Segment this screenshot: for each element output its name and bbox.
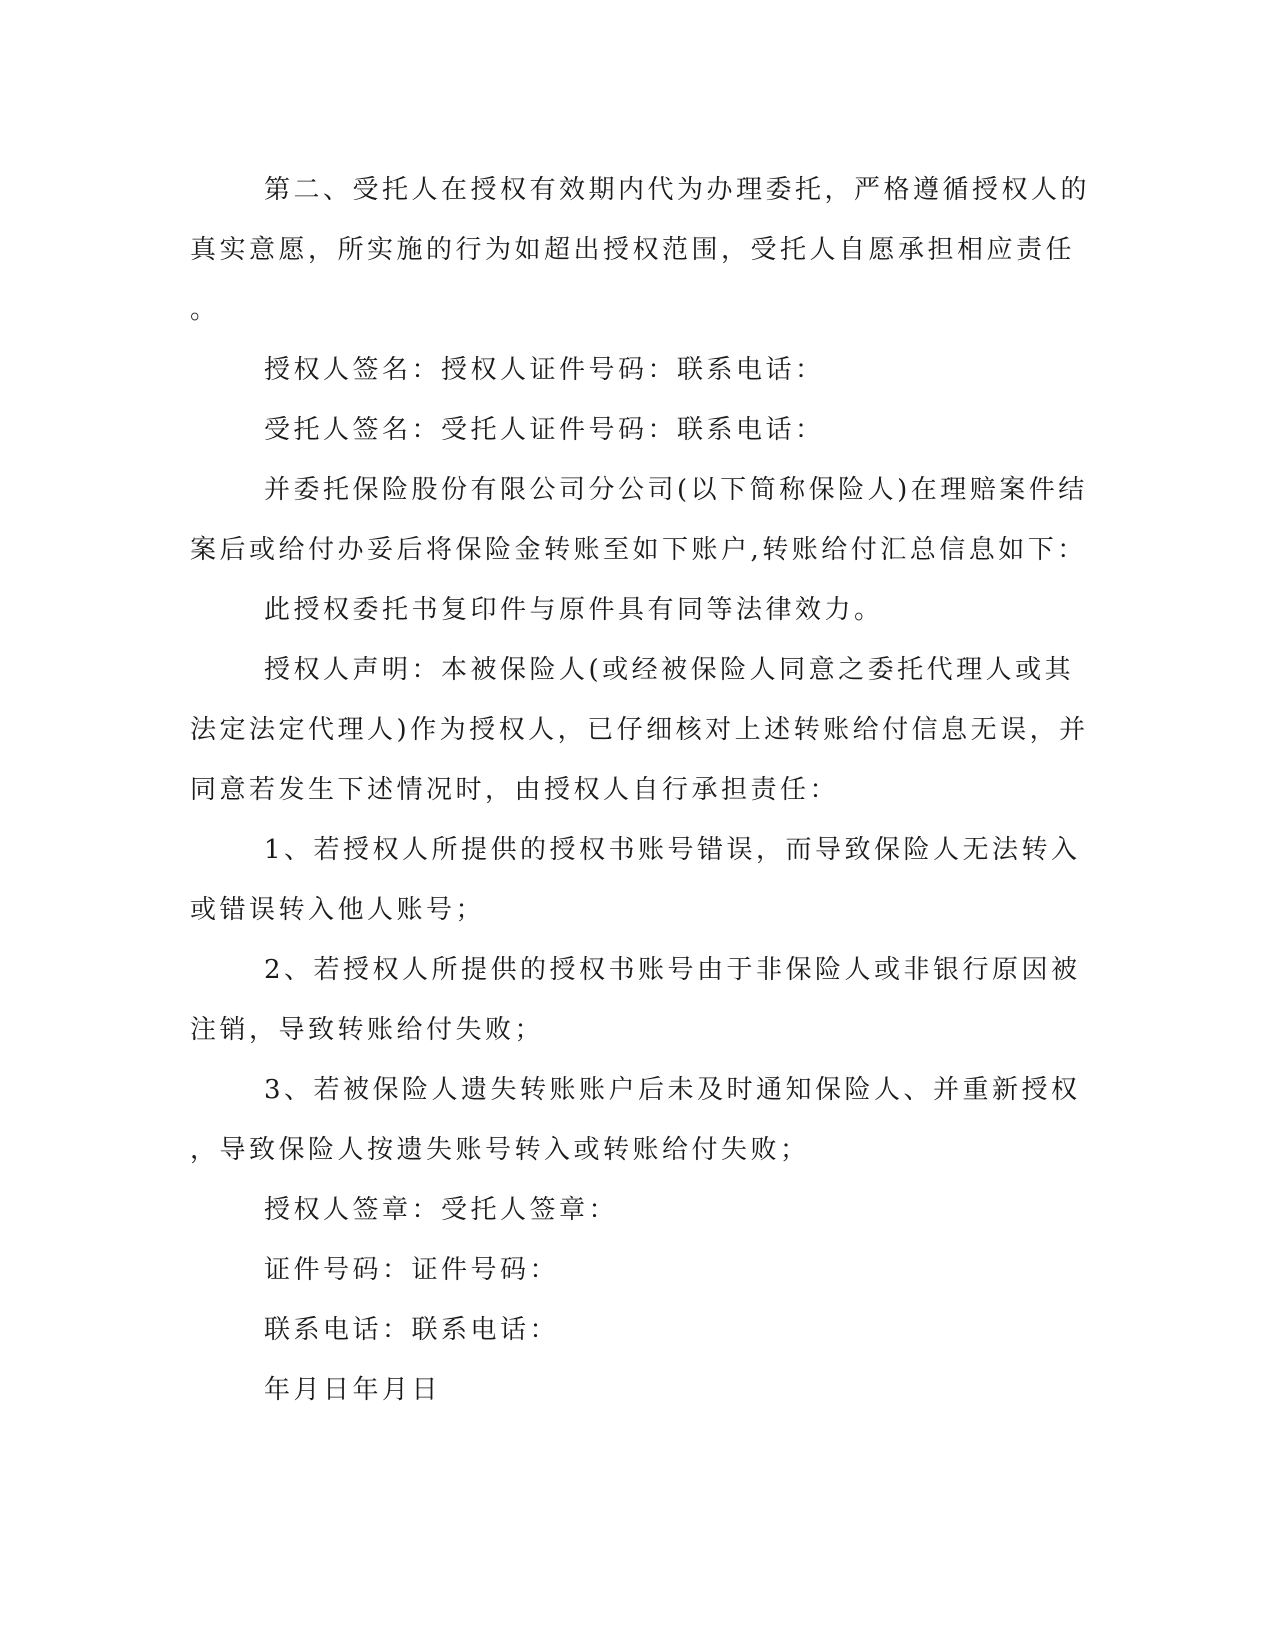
paragraph-line: 同意若发生下述情况时，由授权人自行承担责任： [190,775,840,805]
signature-line-authorizer: 授权人签名：授权人证件号码：联系电话： [264,355,825,385]
paragraph-line: 并委托保险股份有限公司分公司(以下简称保险人)在理赔案件结 [264,475,1088,505]
list-item-2: 2、若授权人所提供的授权书账号由于非保险人或非银行原因被 [264,955,1081,985]
paragraph-line: 。 [190,295,220,325]
paragraph-line: 第二、受托人在授权有效期内代为办理委托，严格遵循授权人的 [264,175,1091,205]
paragraph-line: 法定法定代理人)作为授权人，已仔细核对上述转账给付信息无误，并 [190,715,1089,745]
document-body [190,160,1091,1420]
date-line: 年月日年月日 [264,1375,442,1405]
id-number-line: 证件号码：证件号码： [264,1255,560,1285]
paragraph-line: 真实意愿，所实施的行为如超出授权范围，受托人自愿承担相应责任 [190,235,1076,265]
list-item-3: 3、若被保险人遗失转账账户后未及时通知保险人、并重新授权 [264,1075,1081,1105]
phone-line: 联系电话：联系电话： [264,1315,560,1345]
list-item-2-continued: 注销，导致转账给付失败； [190,1015,545,1045]
list-item-1-continued: 或错误转入他人账号； [190,895,486,925]
list-item-3-continued: ，导致保险人按遗失账号转入或转账给付失败； [190,1135,810,1165]
signature-line-trustee: 受托人签名：受托人证件号码：联系电话： [264,415,825,445]
paragraph-line: 授权人声明：本被保险人(或经被保险人同意之委托代理人或其 [264,655,1075,685]
paragraph-line: 此授权委托书复印件与原件具有同等法律效力。 [264,595,884,625]
signature-seal-line: 授权人签章：受托人签章： [264,1195,619,1225]
paragraph-line: 案后或给付办妥后将保险金转账至如下账户,转账给付汇总信息如下： [190,535,1087,565]
list-item-1: 1、若授权人所提供的授权书账号错误，而导致保险人无法转入 [264,835,1081,865]
